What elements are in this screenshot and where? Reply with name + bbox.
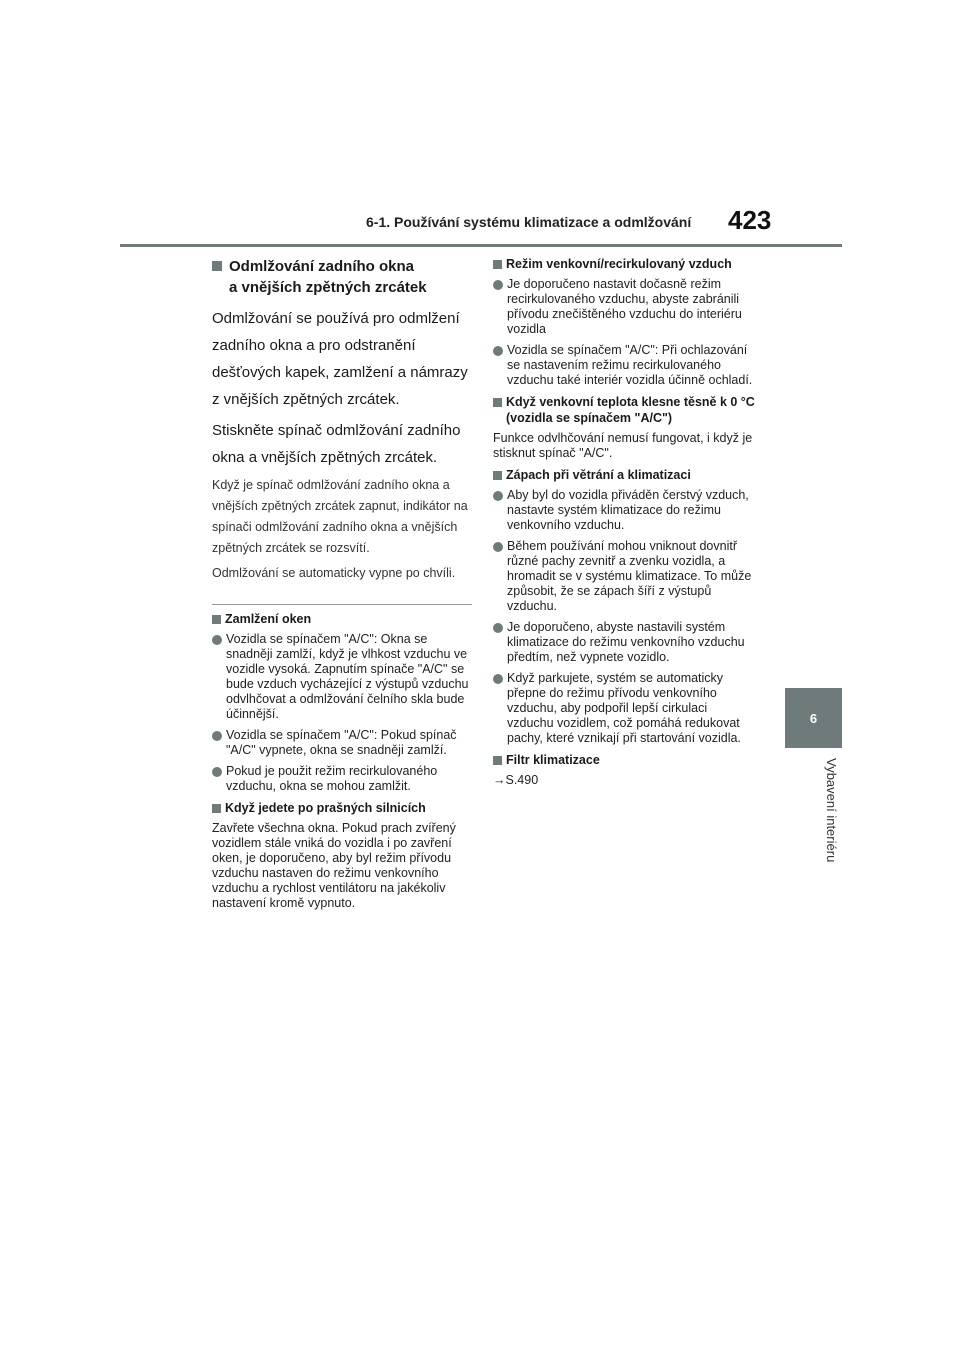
page-reference-link[interactable]: →S.490 <box>493 773 539 787</box>
square-bullet-icon <box>493 260 502 269</box>
list-item-text: Aby byl do vozidla přiváděn čerstvý vzduch, nastavte systém klimatizace do režimu venkovního vzduchu. <box>507 488 749 532</box>
square-bullet-icon <box>493 398 502 407</box>
circle-bullet-icon <box>493 542 503 552</box>
list-item <box>493 277 755 337</box>
list-item-text: Je doporučeno, abyste nastavili systém klimatizace do režimu venkovního vzduchu předtím, než vypnete vozidlo. <box>507 620 745 664</box>
list-item <box>493 488 755 533</box>
subheading <box>493 752 755 768</box>
circle-bullet-icon <box>212 767 222 777</box>
list-item-text: Je doporučeno nastavit dočasně režim recirkulovaného vzduchu, abyste zabránili přívodu znečištěného vzduchu do interiéru vozidla <box>507 277 742 336</box>
paragraph: Funkce odvlhčování nemusí fungovat, i když je stisknut spínač "A/C". <box>493 431 753 460</box>
list-item-text: Když parkujete, systém se automaticky přepne do režimu přívodu venkovního vzduchu, aby podpořil lepší cirkulaci vzduchu vozidlem, což pomáhá redukovat pachy, které vznikají při startování vozidla. <box>507 671 741 745</box>
square-bullet-icon <box>212 615 221 624</box>
right-column <box>493 256 755 794</box>
subheading-text: Zápach při větrání a klimatizaci <box>506 468 691 482</box>
circle-bullet-icon <box>493 674 503 684</box>
square-bullet-icon <box>212 804 221 813</box>
list-item <box>212 728 472 758</box>
left-column <box>212 256 472 917</box>
paragraph: Odmlžování se automaticky vypne po chvíli. <box>212 566 456 580</box>
chapter-tab: 6 <box>785 688 842 748</box>
subheading <box>212 611 472 627</box>
circle-bullet-icon <box>212 731 222 741</box>
subheading-text: Režim venkovní/recirkulovaný vzduch <box>506 257 732 271</box>
paragraph: Když je spínač odmlžování zadního okna a vnějších zpětných zrcátek zapnut, indikátor na spínači odmlžování zadního okna a vnějších zpětných zrcátek se rozsvítí. <box>212 478 468 555</box>
section-heading <box>212 256 472 298</box>
list-item <box>212 764 472 794</box>
square-bullet-icon <box>493 471 502 480</box>
list-item <box>212 632 472 722</box>
subheading <box>493 394 755 426</box>
subheading-text: Když venkovní teplota klesne těsně k 0 °C (vozidla se spínačem "A/C") <box>506 395 755 425</box>
subheading <box>493 467 755 483</box>
heading-line-2: a vnějších zpětných zrcátek <box>229 279 427 296</box>
list-item <box>493 671 755 746</box>
subheading-text: Filtr klimatizace <box>506 753 600 767</box>
subheading <box>212 800 472 816</box>
header-divider <box>120 244 842 247</box>
chapter-label: Vybavení interiéru <box>824 758 839 863</box>
list-item-text: Vozidla se spínačem "A/C": Okna se snadněji zamlží, když je vlhkost vzduchu ve vozidle vysoká. Zapnutím spínače "A/C" se bude vzduch vycházející z výstupů vzduchu odvlhčovat a odmlžování čelního skla bude účinnější. <box>226 632 469 721</box>
list-item-text: Pokud je použit režim recirkulovaného vzduchu, okna se mohou zamlžit. <box>226 764 438 793</box>
list-item-text: Vozidla se spínačem "A/C": Při ochlazování se nastavením režimu recirkulovaného vzduchu také interiér vozidla účinně ochladí. <box>507 343 753 387</box>
subheading <box>493 256 755 272</box>
circle-bullet-icon <box>493 491 503 501</box>
circle-bullet-icon <box>212 635 222 645</box>
list-item <box>493 539 755 614</box>
list-item-text: Během používání mohou vniknout dovnitř různé pachy zevnitř a zvenku vozidla, a hromadit se v systému klimatizace. To může způsobit, že se zápach šíří z výstupů vzduchu. <box>507 539 752 613</box>
page-number: 423 <box>728 205 772 235</box>
subheading-text: Zamlžení oken <box>225 612 312 626</box>
list-item <box>493 343 755 388</box>
paragraph: Stiskněte spínač odmlžování zadního okna a vnějších zpětných zrcátek. <box>212 422 461 466</box>
subheading-text: Když jedete po prašných silnicích <box>225 801 426 815</box>
circle-bullet-icon <box>493 346 503 356</box>
circle-bullet-icon <box>493 280 503 290</box>
paragraph: Odmlžování se používá pro odmlžení zadního okna a pro odstranění dešťových kapek, zamlžení a námrazy z vnějších zpětných zrcátek. <box>212 310 468 408</box>
square-bullet-icon <box>493 756 502 765</box>
section-title: 6-1. Používání systému klimatizace a odmlžování <box>366 214 692 230</box>
heading-line-1: Odmlžování zadního okna <box>229 258 415 275</box>
circle-bullet-icon <box>493 623 503 633</box>
square-bullet-icon <box>212 261 222 271</box>
list-item <box>493 620 755 665</box>
list-item-text: Vozidla se spínačem "A/C": Pokud spínač "A/C" vypnete, okna se snadněji zamlží. <box>226 728 457 757</box>
paragraph: Zavřete všechna okna. Pokud prach zvířený vozidlem stále vniká do vozidla i po zavření oken, je doporučeno, aby byl režim přívodu vzduchu nastaven do režimu venkovního vzduchu a rychlost ventilátoru na jakékoliv nastavení kromě vypnuto. <box>212 821 456 910</box>
divider <box>212 604 472 605</box>
